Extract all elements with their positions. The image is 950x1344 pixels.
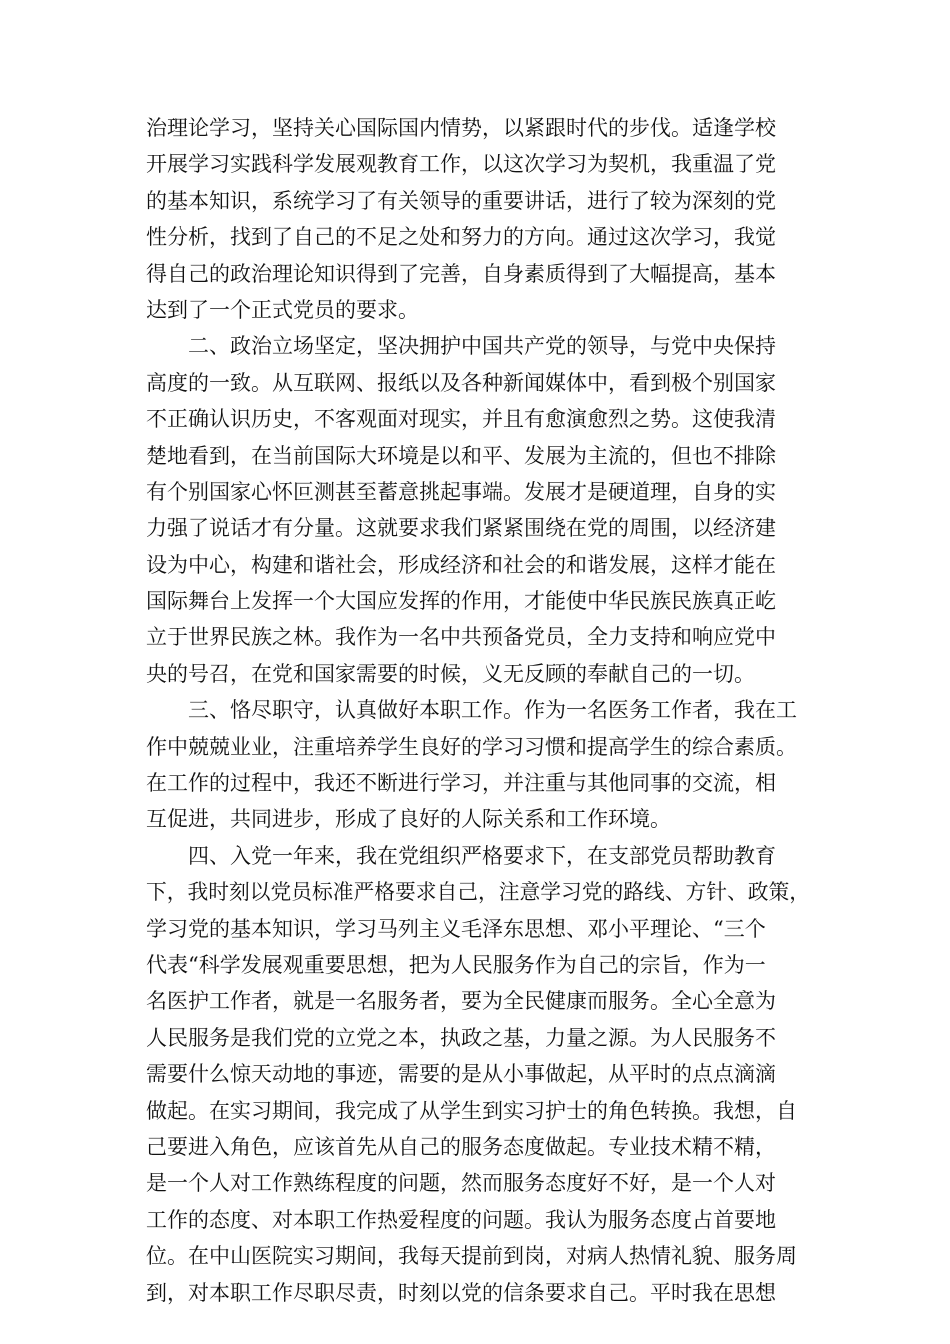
text-line: 得自己的政治理论知识得到了完善，自身素质得到了大幅提高，基本: [146, 261, 776, 286]
paragraph-party-membership-year: [146, 838, 812, 1311]
text-line: 性分析，找到了自己的不足之处和努力的方向。通过这次学习，我觉: [146, 225, 776, 250]
text-line: 学习党的基本知识，学习马列主义毛泽东思想、邓小平理论、“三个: [146, 916, 766, 941]
text-line: 下，我时刻以党员标准严格要求自己，注意学习党的路线、方针、政策，: [146, 880, 811, 905]
text-line: 力强了说话才有分量。这就要求我们紧紧围绕在党的周围，以经济建: [146, 516, 776, 541]
text-line: 二、政治立场坚定，坚决拥护中国共产党的领导，与党中央保持: [188, 334, 776, 359]
paragraph-job-duties: [146, 692, 812, 838]
text-line: 互促进，共同进步，形成了良好的人际关系和工作环境。: [146, 807, 671, 832]
text-line: 需要什么惊天动地的事迹，需要的是从小事做起，从平时的点点滴滴: [146, 1062, 776, 1087]
text-line: 国际舞台上发挥一个大国应发挥的作用，才能使中华民族民族真正屹: [146, 589, 776, 614]
text-line: 设为中心，构建和谐社会，形成经济和社会的和谐发展，这样才能在: [146, 552, 776, 577]
text-line: 高度的一致。从互联网、报纸以及各种新闻媒体中，看到极个别国家: [146, 370, 776, 395]
text-line: 名医护工作者，就是一名服务者，要为全民健康而服务。全心全意为: [146, 989, 776, 1014]
document-page: [146, 110, 812, 1311]
text-line: 代表“科学发展观重要思想，把为人民服务作为自己的宗旨，作为一: [146, 952, 766, 977]
text-line: 三、恪尽职守，认真做好本职工作。作为一名医务工作者，我在工: [188, 698, 797, 723]
text-line: 楚地看到，在当前国际大环境是以和平、发展为主流的，但也不排除: [146, 443, 776, 468]
text-line: 治理论学习，坚持关心国际国内情势，以紧跟时代的步伐。适逢学校: [146, 116, 776, 140]
text-line: 不正确认识历史，不客观面对现实，并且有愈演愈烈之势。这使我清: [146, 407, 776, 432]
text-line: 央的号召，在党和国家需要的时候，义无反顾的奉献自己的一切。: [146, 661, 755, 686]
text-line: 是一个人对工作熟练程度的问题，然而服务态度好不好，是一个人对: [146, 1171, 776, 1196]
paragraph-political-study: [146, 110, 812, 328]
text-line: 立于世界民族之林。我作为一名中共预备党员，全力支持和响应党中: [146, 625, 776, 650]
text-line: 开展学习实践科学发展观教育工作，以这次学习为契机，我重温了党: [146, 152, 776, 177]
text-line: 达到了一个正式党员的要求。: [146, 297, 419, 322]
text-line: 到，对本职工作尽职尽责，时刻以党的信条要求自己。平时我在思想: [146, 1280, 776, 1305]
text-line: 己要进入角色，应该首先从自己的服务态度做起。专业技术精不精，: [146, 1134, 776, 1159]
paragraph-political-stance: [146, 328, 812, 692]
text-line: 的基本知识，系统学习了有关领导的重要讲话，进行了较为深刻的党: [146, 188, 776, 213]
text-line: 作中兢兢业业，注重培养学生良好的学习习惯和提高学生的综合素质。: [146, 734, 797, 759]
text-line: 人民服务是我们党的立党之本，执政之基，力量之源。为人民服务不: [146, 1025, 776, 1050]
text-line: 在工作的过程中，我还不断进行学习，并注重与其他同事的交流，相: [146, 771, 776, 796]
text-line: 工作的态度、对本职工作热爱程度的问题。我认为服务态度占首要地: [146, 1207, 776, 1232]
text-line: 位。在中山医院实习期间，我每天提前到岗，对病人热情礼貌、服务周: [146, 1244, 797, 1269]
text-line: 有个别国家心怀叵测甚至蓄意挑起事端。发展才是硬道理，自身的实: [146, 479, 776, 504]
text-line: 四、入党一年来，我在党组织严格要求下，在支部党员帮助教育: [188, 843, 776, 868]
text-line: 做起。在实习期间，我完成了从学生到实习护士的角色转换。我想，自: [146, 1098, 797, 1123]
